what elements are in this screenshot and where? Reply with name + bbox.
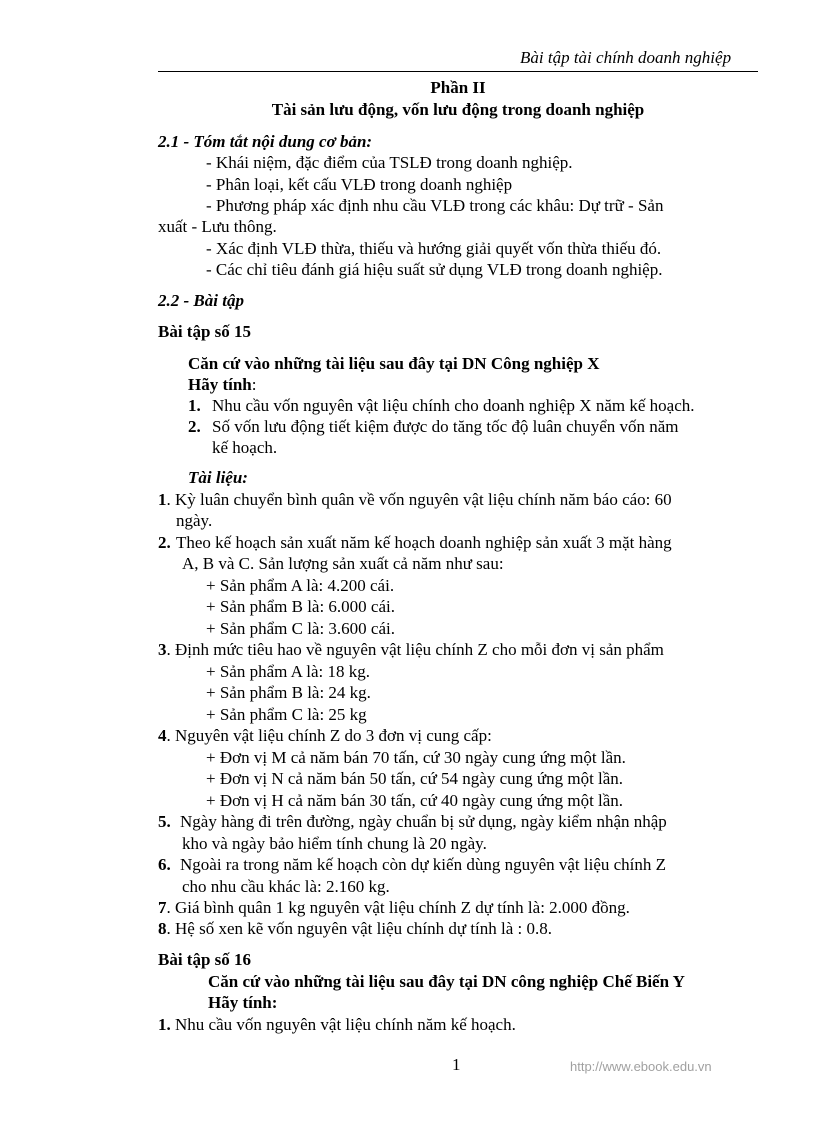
doc-text: . Hệ số xen kẽ vốn nguyên vật liệu chính dự tính là : 0.8. <box>166 919 553 938</box>
exercise-16-compute: Hãy tính: <box>208 993 278 1012</box>
doc-subitem: + Sản phẩm A là: 18 kg. <box>206 662 370 681</box>
doc-number: 8 <box>158 919 167 938</box>
doc-subitem: + Sản phẩm C là: 3.600 cái. <box>206 619 396 638</box>
doc-number: 3 <box>158 640 167 659</box>
doc-subitem: + Đơn vị M cả năm bán 70 tấn, cứ 30 ngày cung ứng một lần. <box>206 748 626 767</box>
doc-item-1-continued: ngày. <box>176 511 213 530</box>
doc-text: Theo kế hoạch sản xuất năm kế hoạch doanh nghiệp sản xuất 3 mặt hàng <box>176 533 672 552</box>
doc-subitem: + Sản phẩm C là: 25 kg <box>206 705 367 724</box>
exercise-15-compute <box>188 375 257 395</box>
doc-text: . Kỳ luân chuyển bình quân về vốn nguyên vật liệu chính năm báo cáo: 60 <box>166 490 672 509</box>
compute-label: Hãy tính <box>188 375 252 394</box>
doc-number: 6. <box>158 855 171 874</box>
task-number: 1. <box>158 1015 171 1034</box>
doc-number: 1 <box>158 490 167 509</box>
task-number: 1. <box>188 396 201 415</box>
doc-subitem: + Sản phẩm A là: 4.200 cái. <box>206 576 395 595</box>
exercise-16-task-1 <box>158 1015 516 1035</box>
doc-text-continued: cho nhu cầu khác là: 2.160 kg. <box>182 877 390 896</box>
footer-url: http://www.ebook.edu.vn <box>570 1059 712 1074</box>
doc-text: Ngày hàng đi trên đường, ngày chuẩn bị sử dụng, ngày kiểm nhận nhập <box>180 812 667 831</box>
doc-text: . Nguyên vật liệu chính Z do 3 đơn vị cung cấp: <box>166 726 492 745</box>
section-2-1-heading: 2.1 - Tóm tắt nội dung cơ bản: <box>158 132 373 151</box>
summary-item: - Khái niệm, đặc điểm của TSLĐ trong doanh nghiệp. <box>206 153 573 172</box>
doc-text: Ngoài ra trong năm kế hoạch còn dự kiến dùng nguyên vật liệu chính Z <box>180 855 667 874</box>
doc-number: 2. <box>158 533 171 552</box>
summary-item: - Phương pháp xác định nhu cầu VLĐ trong các khâu: Dự trữ - Sản <box>206 196 664 215</box>
exercise-15-title: Bài tập số 15 <box>158 322 252 341</box>
doc-subitem: + Đơn vị H cả năm bán 30 tấn, cứ 40 ngày cung ứng một lần. <box>206 791 624 810</box>
doc-number: 4 <box>158 726 167 745</box>
documents-label: Tài liệu: <box>188 468 248 487</box>
page-number: 1 <box>452 1055 461 1074</box>
summary-item: - Xác định VLĐ thừa, thiếu và hướng giải quyết vốn thừa thiếu đó. <box>206 239 662 258</box>
doc-item-3 <box>158 640 664 660</box>
exercise-15-intro: Căn cứ vào những tài liệu sau đây tại DN Công nghiệp X <box>188 354 600 373</box>
doc-subitem: + Đơn vị N cả năm bán 50 tấn, cứ 54 ngày cung ứng một lần. <box>206 769 624 788</box>
compute-colon: : <box>251 375 257 394</box>
part-subtitle: Tài sản lưu động, vốn lưu động trong doanh nghiệp <box>271 100 645 119</box>
task-text-continued: kế hoạch. <box>212 438 278 457</box>
summary-item: - Phân loại, kết cấu VLĐ trong doanh nghiệp <box>206 175 513 194</box>
running-header: Bài tập tài chính doanh nghiệp <box>520 48 732 67</box>
doc-text: . Giá bình quân 1 kg nguyên vật liệu chính Z dự tính là: 2.000 đồng. <box>166 898 630 917</box>
summary-item-continued: xuất - Lưu thông. <box>158 217 277 236</box>
doc-number: 5. <box>158 812 171 831</box>
doc-text: . Định mức tiêu hao về nguyên vật liệu chính Z cho mỗi đơn vị sản phẩm <box>166 640 664 659</box>
task-text: Số vốn lưu động tiết kiệm được do tăng tốc độ luân chuyển vốn năm <box>212 417 679 436</box>
doc-item-7 <box>158 898 630 918</box>
exercise-16-intro: Căn cứ vào những tài liệu sau đây tại DN công nghiệp Chế Biến Y <box>208 972 685 991</box>
header-rule <box>158 71 758 72</box>
doc-number: 7 <box>158 898 167 917</box>
exercise-16-title: Bài tập số 16 <box>158 950 252 969</box>
doc-text-continued: kho và ngày bảo hiểm tính chung là 20 ngày. <box>182 834 487 853</box>
section-2-2-heading: 2.2 - Bài tập <box>158 291 244 310</box>
doc-text-continued: A, B và C. Sản lượng sản xuất cả năm như sau: <box>182 554 504 573</box>
summary-item: - Các chỉ tiêu đánh giá hiệu suất sử dụng VLĐ trong doanh nghiệp. <box>206 260 663 279</box>
task-text: Nhu cầu vốn nguyên vật liệu chính năm kế hoạch. <box>175 1015 516 1034</box>
doc-item-4 <box>158 726 492 746</box>
doc-subitem: + Sản phẩm B là: 24 kg. <box>206 683 371 702</box>
doc-item-1 <box>158 490 672 510</box>
part-title: Phần II <box>430 78 486 97</box>
task-text: Nhu cầu vốn nguyên vật liệu chính cho doanh nghiệp X năm kế hoạch. <box>212 396 695 415</box>
task-number: 2. <box>188 417 201 436</box>
doc-subitem: + Sản phẩm B là: 6.000 cái. <box>206 597 396 616</box>
doc-item-8 <box>158 919 552 939</box>
